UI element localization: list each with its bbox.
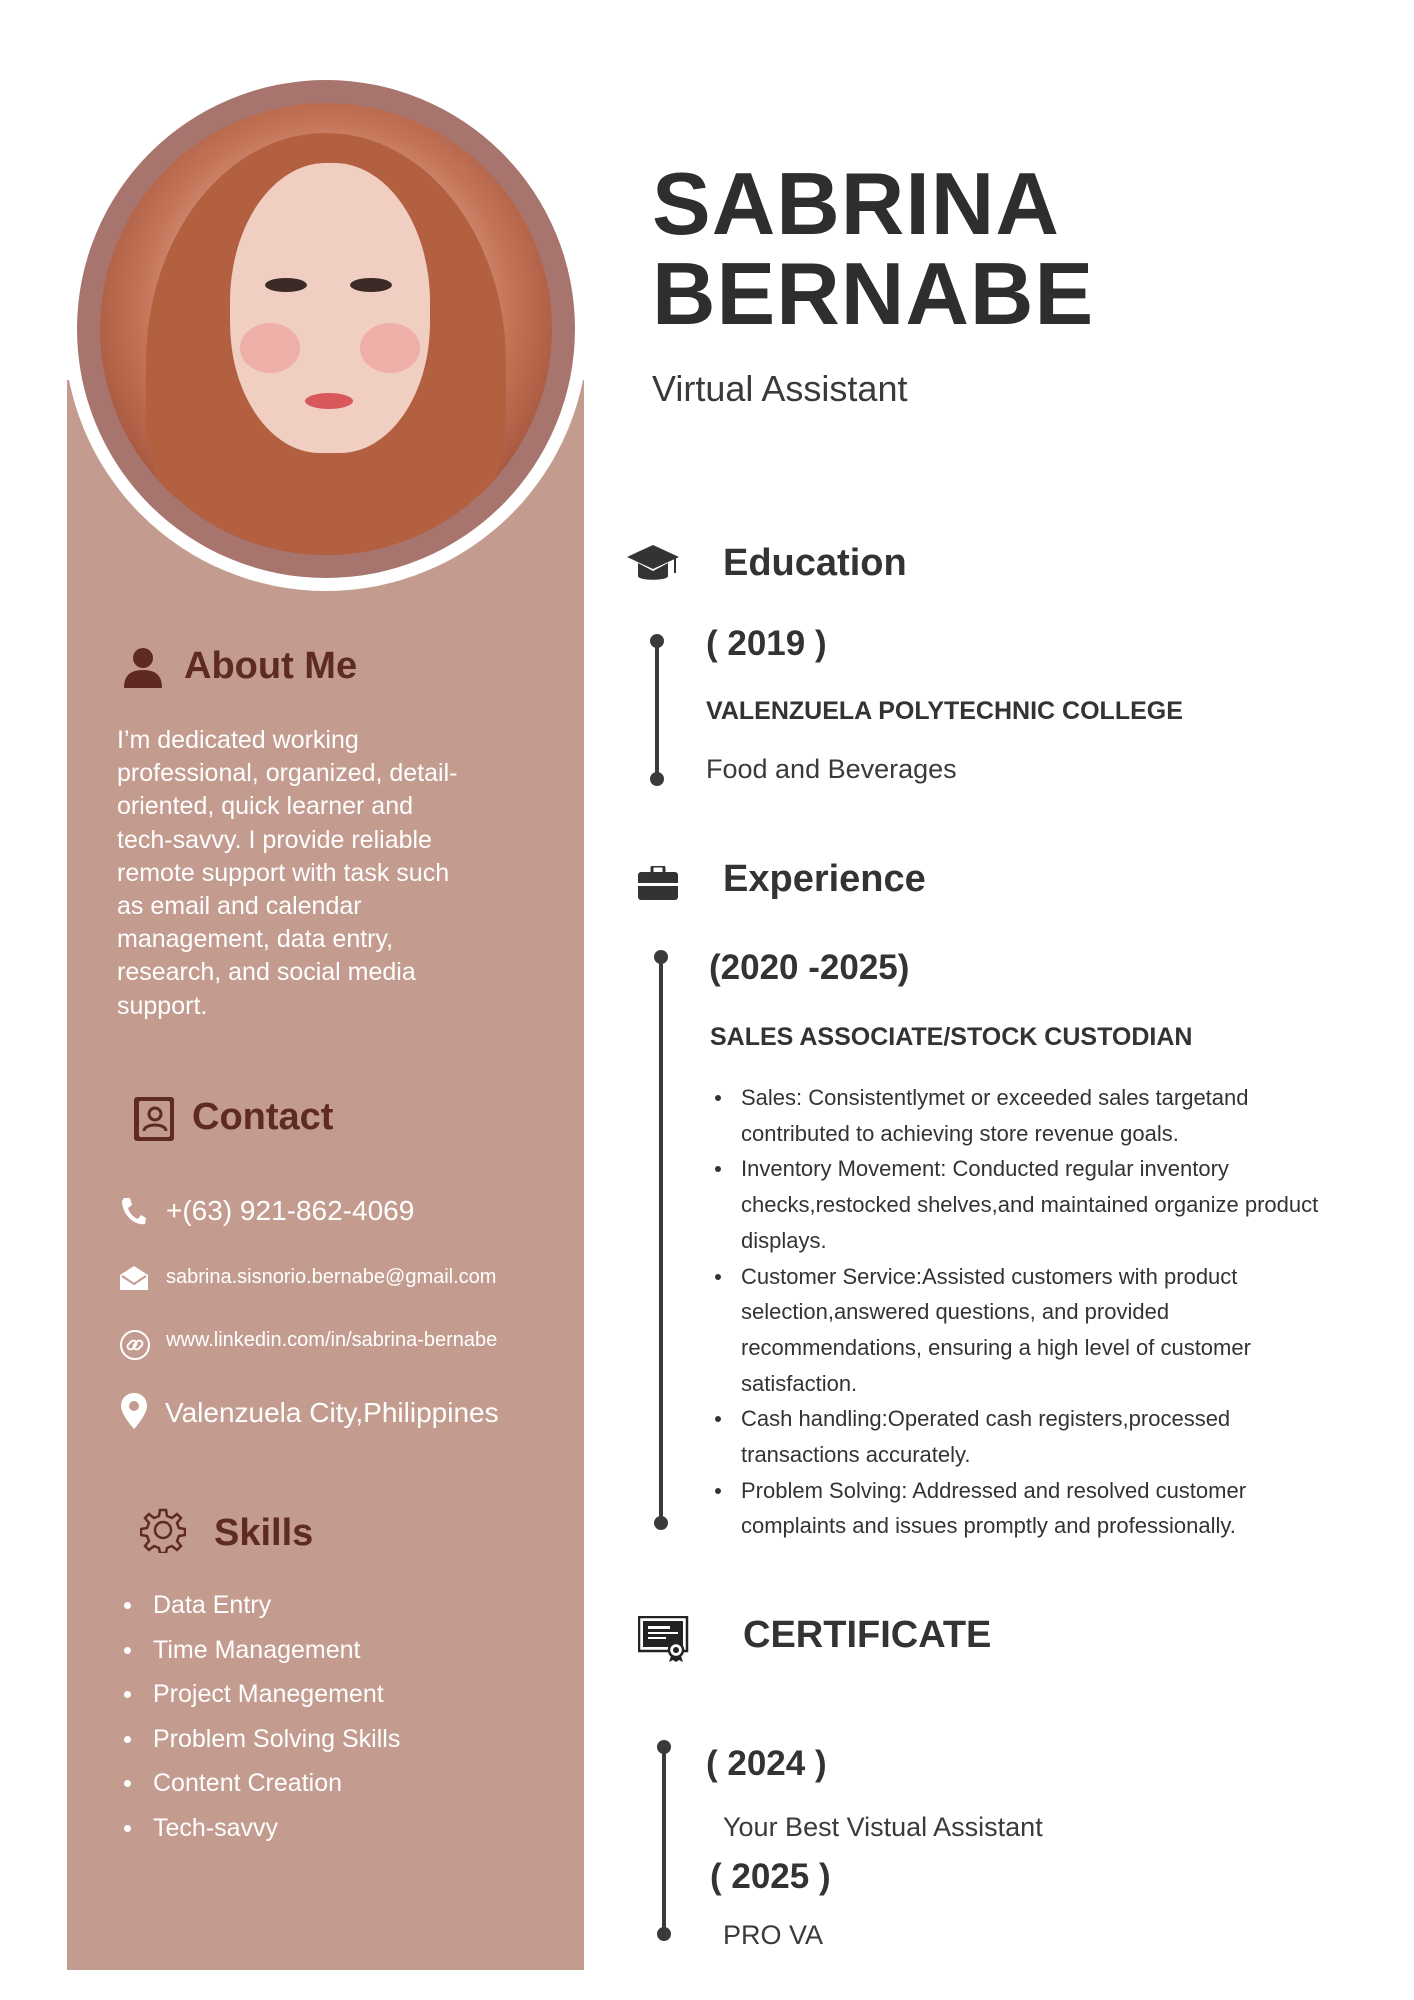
education-year: ( 2019 ) — [706, 624, 827, 663]
experience-bullets — [712, 1080, 1392, 1544]
list-item: Cash handling:Operated cash registers,processed transactions accurately. — [712, 1401, 1392, 1472]
timeline-dot — [650, 634, 664, 648]
contact-email[interactable]: sabrina.sisnorio.bernabe@gmail.com — [166, 1266, 497, 1288]
first-name: SABRINA — [652, 154, 1060, 253]
person-icon — [122, 646, 164, 688]
envelope-icon — [120, 1266, 148, 1290]
contact-heading: Contact — [192, 1096, 334, 1138]
list-item: Time Management — [124, 1635, 400, 1680]
location-pin-icon — [121, 1393, 147, 1429]
list-item: Problem Solving Skills — [124, 1724, 400, 1769]
contact-phone[interactable]: +(63) 921-862-4069 — [166, 1195, 415, 1226]
link-icon — [119, 1329, 151, 1361]
experience-timeline — [659, 956, 663, 1526]
timeline-dot — [654, 1516, 668, 1530]
education-timeline — [655, 640, 659, 778]
contact-location: Valenzuela City,Philippines — [165, 1397, 499, 1428]
contact-linkedin[interactable]: www.linkedin.com/in/sabrina-bernabe — [166, 1329, 498, 1351]
job-title: Virtual Assistant — [652, 368, 908, 409]
skills-list — [124, 1590, 400, 1857]
phone-icon — [120, 1196, 146, 1226]
contact-book-icon — [132, 1095, 176, 1143]
graduation-cap-icon — [627, 543, 679, 585]
certificate-year: ( 2024 ) — [706, 1744, 827, 1783]
list-item: Customer Service:Assisted customers with product selection,answered questions, and provided recommendations, ensuring a high level of customer satisfaction. — [712, 1259, 1392, 1402]
certificate-timeline — [662, 1746, 666, 1936]
list-item: Sales: Consistentlymet or exceeded sales targetand contributed to achieving store revenue goals. — [712, 1080, 1392, 1151]
gear-icon — [140, 1507, 186, 1553]
timeline-dot — [657, 1927, 671, 1941]
list-item: Problem Solving: Addressed and resolved customer complaints and issues promptly and professionally. — [712, 1473, 1392, 1544]
timeline-dot — [657, 1740, 671, 1754]
list-item: Project Manegement — [124, 1679, 400, 1724]
about-text: I’m dedicated working professional, organized, detail- oriented, quick learner and tech-savvy. I provide reliable remote support with task such as email and calendar management, data entry, research, and social media support. — [117, 726, 458, 1020]
list-item: Tech-savvy — [124, 1813, 400, 1858]
timeline-dot — [650, 772, 664, 786]
certificate-heading: CERTIFICATE — [743, 1614, 992, 1656]
skills-heading: Skills — [214, 1512, 314, 1554]
last-name: BERNABE — [652, 244, 1095, 343]
certificate-title: PRO VA — [723, 1920, 824, 1950]
timeline-dot — [654, 950, 668, 964]
list-item: Inventory Movement: Conducted regular inventory checks,restocked shelves,and maintained organize product displays. — [712, 1151, 1392, 1258]
experience-years: (2020 -2025) — [709, 948, 910, 987]
education-heading: Education — [723, 542, 907, 584]
education-school: VALENZUELA POLYTECHNIC COLLEGE — [706, 697, 1183, 725]
profile-photo — [100, 103, 552, 555]
certificate-year: ( 2025 ) — [710, 1857, 831, 1896]
list-item: Data Entry — [124, 1590, 400, 1635]
list-item: Content Creation — [124, 1768, 400, 1813]
about-heading: About Me — [184, 645, 358, 687]
certificate-icon — [638, 1616, 690, 1662]
briefcase-icon — [638, 866, 678, 900]
education-course: Food and Beverages — [706, 754, 957, 784]
experience-position: SALES ASSOCIATE/STOCK CUSTODIAN — [710, 1023, 1193, 1051]
certificate-title: Your Best Vistual Assistant — [723, 1812, 1043, 1842]
experience-heading: Experience — [723, 858, 926, 900]
